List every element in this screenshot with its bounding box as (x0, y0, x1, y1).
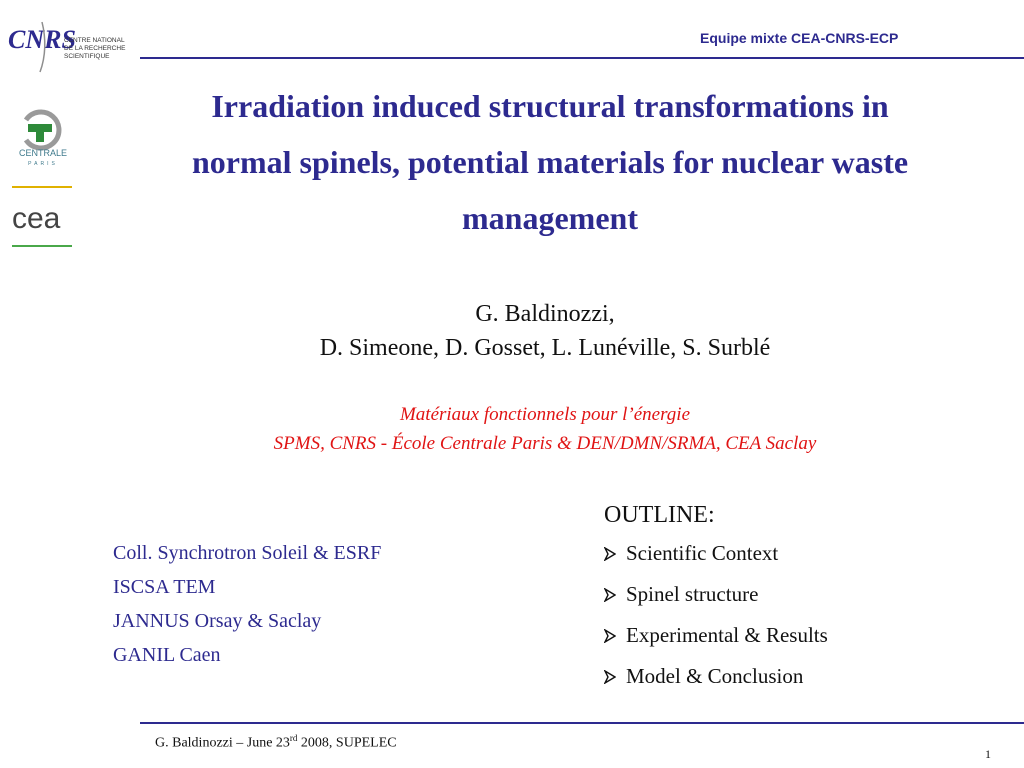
outline-item (604, 656, 1004, 697)
team-label: Equipe mixte CEA-CNRS-ECP (700, 30, 899, 46)
outline-item (604, 533, 1004, 574)
slide-title (95, 78, 1005, 246)
cea-logo (10, 198, 80, 238)
arrow-bullet-icon (604, 629, 616, 643)
title-line-2: normal spinels, potential materials for nuclear waste (191, 144, 909, 180)
footer-venue: 2008, SUPELEC (297, 735, 397, 751)
footer-author-date: G. Baldinozzi – June 23 (155, 735, 290, 751)
outline-item (604, 615, 1004, 656)
authors-line-1: G. Baldinozzi, (475, 301, 615, 327)
logo-separator-bottom (12, 245, 72, 247)
footer-date-suffix: rd (289, 733, 298, 743)
cnrs-logo-letters: CNRS (8, 25, 76, 54)
collaborations-list (113, 536, 533, 672)
authors (140, 297, 950, 365)
cnrs-logo-line-2: DE LA RECHERCHE (64, 45, 126, 52)
centrale-logo-name: CENTRALE (18, 148, 68, 158)
footer-credit (155, 733, 397, 752)
collaboration-item: Coll. Synchrotron Soleil & ESRF (113, 542, 382, 564)
collaboration-item: JANNUS Orsay & Saclay (113, 610, 322, 632)
outline-item-label: Scientific Context (626, 541, 779, 565)
arrow-bullet-icon (604, 547, 616, 561)
cea-logo-text: cea (12, 202, 61, 235)
page-number: 1 (985, 747, 991, 761)
centrale-logo (8, 100, 78, 170)
collaboration-item: ISCSA TEM (113, 576, 216, 598)
outline-item-label: Model & Conclusion (626, 664, 804, 688)
affiliations (100, 400, 990, 458)
cnrs-logo (6, 16, 136, 76)
outline-section (604, 497, 1004, 697)
outline-item (604, 574, 1004, 615)
outline-item-label: Experimental & Results (626, 623, 828, 647)
header-divider (140, 57, 1024, 59)
logo-separator-top (12, 186, 72, 188)
affiliation-line-1: Matériaux fonctionnels pour l’énergie (399, 404, 691, 425)
affiliation-line-2: SPMS, CNRS - École Centrale Paris & DEN/DMN/SRMA, CEA Saclay (273, 433, 817, 454)
outline-item-label: Spinel structure (626, 582, 759, 606)
footer-divider (140, 722, 1024, 724)
cnrs-logo-line-1: CENTRE NATIONAL (64, 37, 125, 44)
collaboration-item: GANIL Caen (113, 644, 221, 666)
cnrs-logo-line-3: SCIENTIFIQUE (64, 53, 110, 60)
title-line-1: Irradiation induced structural transformations in (211, 88, 889, 124)
title-line-3: management (462, 200, 638, 236)
authors-line-2: D. Simeone, D. Gosset, L. Lunéville, S. Surblé (319, 335, 771, 361)
arrow-bullet-icon (604, 670, 616, 684)
centrale-logo-bar (28, 124, 52, 132)
outline-title: OUTLINE: (604, 502, 715, 528)
arrow-bullet-icon (604, 588, 616, 602)
centrale-logo-sub: PARIS (28, 161, 58, 167)
